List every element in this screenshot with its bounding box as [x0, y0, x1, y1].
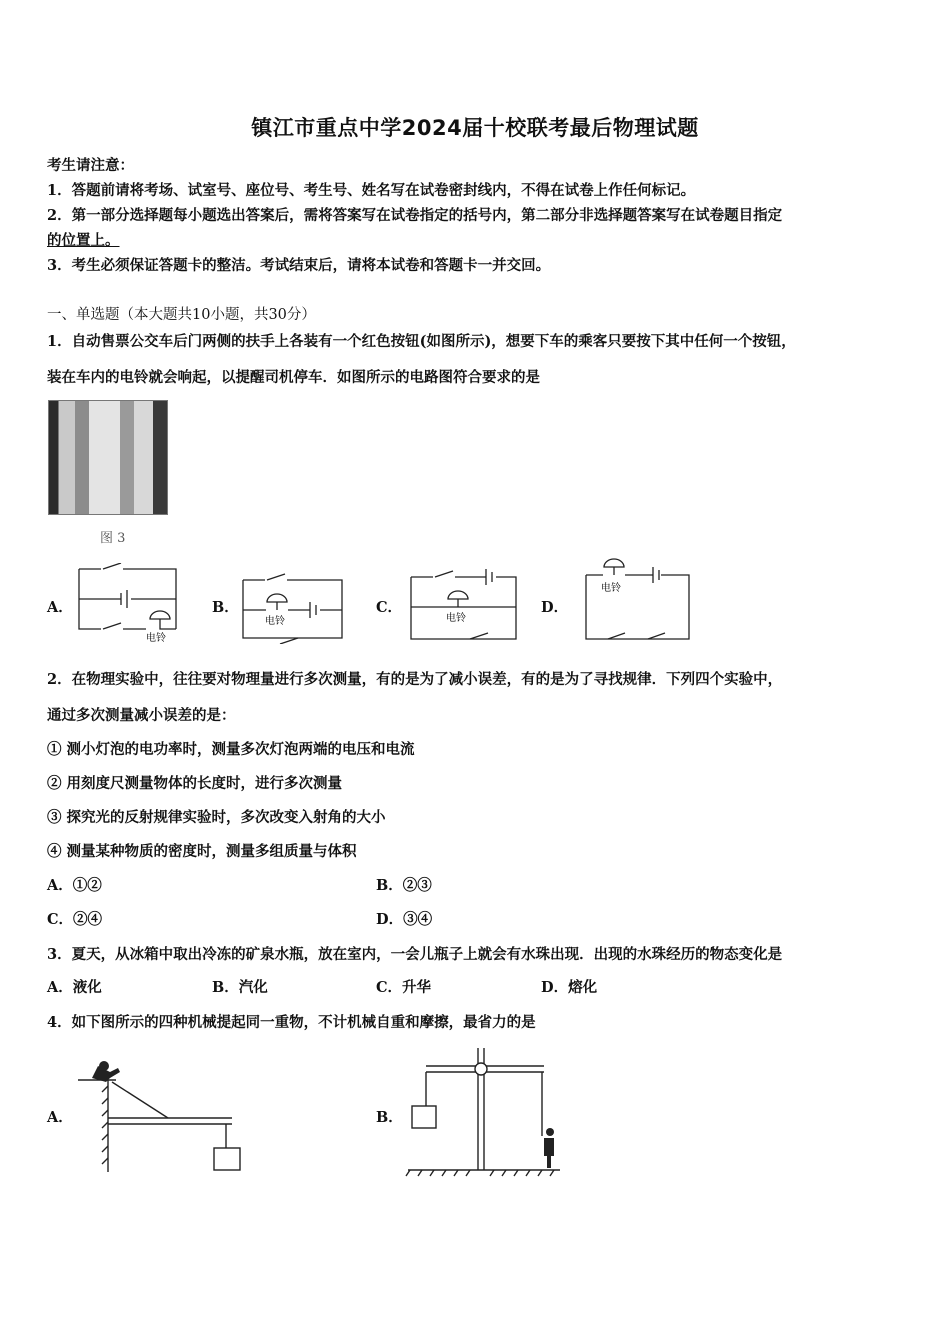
bell-label-b: 电铃: [265, 616, 285, 627]
machine-a-diagram: [76, 1052, 246, 1174]
bell-label-c: 电铃: [446, 613, 466, 624]
machine-b-diagram: [404, 1046, 564, 1178]
section-heading: 一、单选题（本大题共10小题，共30分）: [47, 307, 316, 323]
q2-line1: 2．在物理实验中，往往要对物理量进行多次测量，有的是为了减小误差，有的是为了寻找规律．下列四个实验中，: [47, 671, 783, 688]
q2-item-2: ② 用刻度尺测量物体的长度时，进行多次测量: [47, 775, 343, 792]
q2-option-d[interactable]: D．③④: [376, 911, 433, 928]
bus-button-photo: [48, 400, 168, 515]
q1-option-c[interactable]: C．: [376, 599, 403, 616]
figure-caption: 图 3: [100, 531, 126, 546]
q2-option-c[interactable]: C．②④: [47, 911, 103, 928]
circuit-b-diagram: [240, 572, 346, 644]
q2-option-b[interactable]: B．②③: [376, 877, 432, 894]
circuit-a-diagram: [76, 563, 180, 645]
q1-option-a[interactable]: A．: [47, 599, 73, 616]
q1-line2: 装在车内的电铃就会响起，以提醒司机停车．如图所示的电路图符合要求的是: [47, 369, 540, 386]
circuit-d-diagram: [583, 555, 693, 643]
q1-option-b[interactable]: B．: [212, 599, 239, 616]
q2-item-4: ④ 测量某种物质的密度时，测量多组质量与体积: [47, 843, 357, 860]
q1-line1: 1．自动售票公交车后门两侧的扶手上各装有一个红色按钮(如图所示)，想要下车的乘客只要按下其中任何一个按钮，: [47, 333, 796, 350]
bell-label-d: 电铃: [601, 583, 621, 594]
q4-line: 4．如下图所示的四种机械提起同一重物，不计机械自重和摩擦，最省力的是: [47, 1014, 536, 1031]
q4-option-a[interactable]: A．: [47, 1109, 73, 1126]
q3-option-c[interactable]: C．升华: [376, 979, 432, 996]
q2-item-3: ③ 探究光的反射规律实验时，多次改变入射角的大小: [47, 809, 386, 826]
page-title: 镇江市重点中学2024届十校联考最后物理试题: [251, 116, 699, 140]
bell-label-a: 电铃: [146, 633, 166, 644]
q3-option-a[interactable]: A．液化: [47, 979, 102, 996]
notice-item-3: 3．考生必须保证答题卡的整洁。考试结束后，请将本试卷和答题卡一并交回。: [47, 257, 551, 274]
notice-item-2-cont: 的位置上。: [47, 232, 120, 249]
q2-item-1: ① 测小灯泡的电功率时，测量多次灯泡两端的电压和电流: [47, 741, 415, 758]
q2-line2: 通过多次测量减小误差的是：: [47, 707, 236, 724]
q3-option-b[interactable]: B．汽化: [212, 979, 268, 996]
q1-option-d[interactable]: D．: [541, 599, 569, 616]
circuit-c-diagram: [408, 567, 520, 643]
notice-item-2: 2．第一部分选择题每小题选出答案后，需将答案写在试卷指定的括号内，第二部分非选择题答案写在试卷题目指定: [47, 207, 783, 224]
q4-option-b[interactable]: B．: [376, 1109, 403, 1126]
q3-option-d[interactable]: D．熔化: [541, 979, 598, 996]
q3-line: 3．夏天，从冰箱中取出冷冻的矿泉水瓶，放在室内，一会儿瓶子上就会有水珠出现．出现的水珠经历的物态变化是: [47, 946, 783, 963]
notice-item-1: 1．答题前请将考场、试室号、座位号、考生号、姓名写在试卷密封线内，不得在试卷上作任何标记。: [47, 182, 696, 199]
q2-option-a[interactable]: A．①②: [47, 877, 102, 894]
notice-heading: 考生请注意：: [47, 157, 134, 174]
